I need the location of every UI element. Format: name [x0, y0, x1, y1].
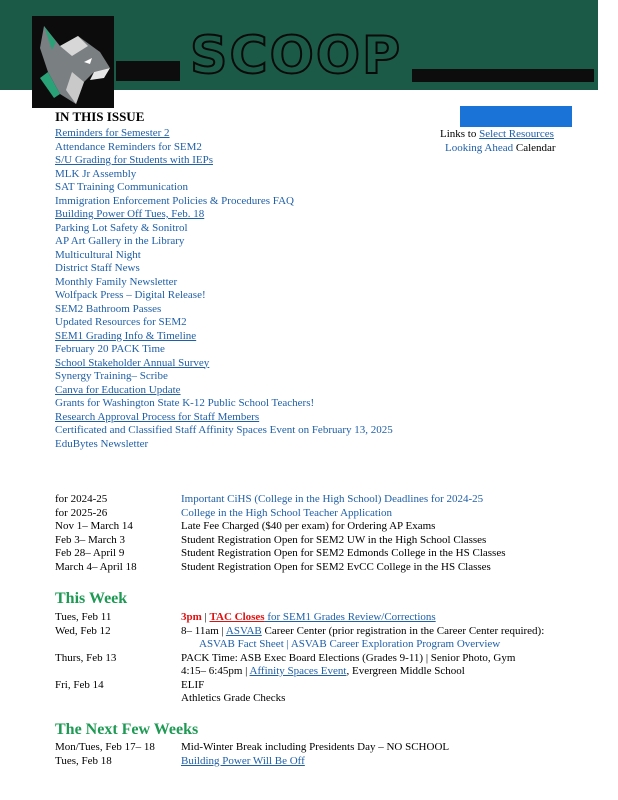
- toc-item[interactable]: AP Art Gallery in the Library: [55, 235, 185, 247]
- table-of-contents: [55, 127, 393, 451]
- toc-item[interactable]: Research Approval Process for Staff Members: [55, 410, 260, 423]
- toc-item[interactable]: Reminders for Semester 2: [55, 127, 170, 139]
- toc-item[interactable]: Updated Resources for SEM2: [55, 316, 187, 328]
- asvab-resources-links[interactable]: ASVAB Fact Sheet | ASVAB Career Exploration Program Overview: [199, 638, 501, 650]
- deadline-link[interactable]: College in the High School Teacher Application: [181, 506, 393, 519]
- next-weeks-heading: The Next Few Weeks: [55, 721, 199, 738]
- toc-item[interactable]: SEM2 Bathroom Passes: [55, 302, 162, 315]
- toc-item[interactable]: February 20 PACK Time: [55, 343, 165, 355]
- toc-item[interactable]: District Staff News: [55, 262, 140, 274]
- this-week-heading: This Week: [55, 590, 128, 607]
- deadline-link[interactable]: Important CiHS (College in the High School) Deadlines for 2024-25: [181, 493, 484, 505]
- links-line-2: [440, 142, 556, 156]
- toc-item[interactable]: S/U Grading for Students with IEPs: [55, 154, 213, 166]
- select-resources-link[interactable]: Select Resources: [479, 128, 554, 140]
- toc-item[interactable]: Monthly Family Newsletter: [55, 275, 178, 288]
- building-power-link[interactable]: Building Power Will Be Off: [181, 754, 305, 767]
- toc-item[interactable]: Multicultural Night: [55, 248, 141, 261]
- asvab-link[interactable]: ASVAB: [225, 624, 262, 637]
- wolf-head-icon: [30, 12, 114, 108]
- links-line-1: Links to Select Resources: [440, 128, 554, 140]
- tac-link[interactable]: TAC Closes: [209, 611, 265, 623]
- toc-item[interactable]: Immigration Enforcement Policies & Procedures FAQ: [55, 194, 294, 207]
- quick-links: [440, 128, 556, 155]
- looking-ahead-link[interactable]: Looking Ahead: [445, 141, 514, 154]
- calendar-label: Calendar: [515, 141, 556, 154]
- toc-item[interactable]: Wolfpack Press – Digital Release!: [55, 289, 206, 301]
- toc-item[interactable]: SAT Training Communication: [55, 181, 189, 193]
- issue-title: IN THIS ISSUE: [55, 109, 145, 124]
- toc-item[interactable]: Canva for Education Update: [55, 383, 181, 396]
- toc-item[interactable]: Grants for Washington State K-12 Public School Teachers!: [55, 397, 315, 409]
- toc-item[interactable]: MLK Jr Assembly: [55, 167, 137, 180]
- toc-item[interactable]: Building Power Off Tues, Feb. 18: [55, 208, 205, 220]
- toc-item[interactable]: School Stakeholder Annual Survey: [55, 356, 210, 369]
- toc-item[interactable]: Certificated and Classified Staff Affinity Spaces Event on February 13, 2025: [55, 424, 393, 436]
- blue-highlight-box: [460, 106, 572, 127]
- toc-item[interactable]: Synergy Training– Scribe: [55, 370, 168, 382]
- toc-item[interactable]: EduBytes Newsletter: [55, 437, 149, 450]
- sem1-grades-link[interactable]: for SEM1 Grades Review/Corrections: [264, 611, 436, 623]
- toc-item[interactable]: Attendance Reminders for SEM2: [55, 140, 202, 153]
- toc-item[interactable]: Parking Lot Safety & Sonitrol: [55, 221, 188, 234]
- decorative-bar-left: [116, 61, 180, 81]
- toc-item[interactable]: SEM1 Grading Info & Timeline: [55, 329, 197, 342]
- masthead-title: SCOOP: [190, 26, 403, 86]
- affinity-spaces-link[interactable]: Affinity Spaces Event: [249, 665, 347, 677]
- decorative-bar-right: [412, 69, 594, 82]
